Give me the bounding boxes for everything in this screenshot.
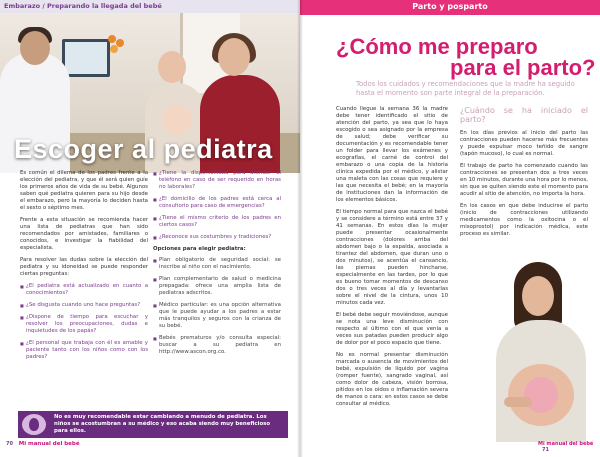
fetus-illustration-icon bbox=[524, 377, 558, 413]
list-item: ■ ¿Se disgusta cuando uno hace preguntas? bbox=[20, 302, 148, 309]
left-section-label: Embarazo / Preparando la llegada del bebé bbox=[4, 2, 162, 10]
flowers-icon bbox=[106, 35, 126, 75]
list-item: ■ ¿Dispone de tiempo para escuchar y resolver los preocupaciones, dudas e inquietudes de los papás? bbox=[20, 314, 148, 335]
list-item: ■ ¿El domicilio de los padres está cerca al consultorio para caso de emergencias? bbox=[153, 196, 281, 210]
list-item: ■ ¿Tiene la disponibilidad para atender al teléfono en caso de ser requerido en horas no laborales? bbox=[153, 170, 281, 191]
right-page bbox=[300, 0, 600, 457]
paragraph: En los casos en que debe inducirse el parto (inicio de contracciones utilizando medicamentos como la oxitocina o el misoprostol) por indicación médica, este proceso es similar. bbox=[460, 203, 588, 237]
paragraph: En los días previos al inicio del parto las contracciones pueden hacerse más frecuentes y puede expulsar moco teñido de sangre (tapón mucoso), lo cual es normal. bbox=[460, 130, 588, 157]
right-section-bar bbox=[300, 0, 600, 15]
magazine-logo: Mi manual del bebé bbox=[538, 441, 594, 447]
list-item: ■ Plan complementario de salud o medicina prepagada: ofrece una amplia lista de pediatras adscritos. bbox=[153, 276, 281, 297]
pregnant-woman-photo bbox=[486, 262, 596, 442]
tip-text: No es muy recomendable estar cambiando a menudo de pediatra. Los niños se acostumbran a su médico y eso acaba siendo muy beneficioso para ellos. bbox=[54, 414, 271, 434]
page-gutter bbox=[297, 0, 303, 457]
list-item: ■ Bebés prematuros y/o consulta especial: buscar a su pediatra en http://www.ascon.org.co. bbox=[153, 335, 281, 356]
paragraph: El trabajo de parto ha comenzado cuando las contracciones se presentan dos a tres veces en 10 minutos, durante una hora por lo menos, sin que se quiten siendo este el momento para acudir al sitio de atención, no importa la hora. bbox=[460, 163, 588, 197]
list-item: ■ Médico particular: es una opción alternativa que le puede ayudar a los padres a estar más tranquilos y seguros con la crianza de su bebé. bbox=[153, 302, 281, 330]
page-headline: Escoger al pediatra bbox=[14, 134, 273, 164]
right-column-2 bbox=[460, 106, 588, 243]
right-column-1 bbox=[336, 106, 448, 413]
left-section-bar bbox=[0, 0, 300, 13]
article-title-line-2: para el parto? bbox=[450, 55, 596, 80]
list-item: ■ ¿El personal que trabaja con él es amable y paciente tanto con los niños como con los padres? bbox=[20, 340, 148, 361]
page-number: 71 bbox=[542, 447, 549, 453]
paragraph: Es común el dilema de los padres frente a la elección del pediatra, y que él será quien guíe los primeros años de vida de su bebé. Algunos saben qué pediatra quieren para su hijo desde el embarazo, pero la mayoría lo deciden hasta el sexto o séptimo mes. bbox=[20, 170, 148, 211]
options-heading: Opciones para elegir pediatra: bbox=[153, 246, 246, 252]
list-item: ■ ¿Reconoce sus costumbres y tradiciones? bbox=[153, 234, 281, 241]
left-column-1 bbox=[20, 170, 148, 366]
paragraph: No es normal presentar disminución marcada o ausencia de movimientos del bebé, expulsión de líquido por vagina (romper fuente), sangrado vaginal, así como dolor de cabeza, visión borrosa, pitidos en los oídos o inflamación severa de manos o cara: en estos casos se debe consultar al médico. bbox=[336, 352, 448, 407]
tip-box bbox=[18, 411, 288, 438]
questions-list-a bbox=[20, 283, 148, 361]
questions-list-b bbox=[153, 170, 281, 241]
page-number: 70 bbox=[6, 441, 13, 447]
left-column-2 bbox=[153, 170, 281, 361]
monitor-icon bbox=[62, 39, 110, 77]
paragraph: El tiempo normal para que nazca el bebé y se considere a término está entre 37 y 41 semanas. En estos días la mujer puede presentar ocasionalmente contracciones (dolores arriba del abdomen bajo o la espalda, asociada a tirantez del abdomen, que duran uno o dos minutos), se acentúa el cansancio, las piernas pueden hincharse, especialmente en las tardes, por lo que es bueno tomar momentos de descanso dos o tres veces al día y levantarlas sobre el nivel de la cintura, unos 10 minutos cada vez. bbox=[336, 209, 448, 306]
paragraph: Frente a esta situación se recomienda hacer una lista de pediatras que han sido recomendados por amistades, familiares o conocidos, e investigar la fiabilidad del especialista. bbox=[20, 217, 148, 251]
right-footer bbox=[538, 441, 600, 453]
section-subheading: ¿Cuándo se ha iniciado el parto? bbox=[460, 106, 588, 124]
options-list bbox=[153, 257, 281, 356]
paragraph: Cuando llegue la semana 36 la madre debe tener identificado el sitio de atención del parto, ya sea que lo haya escogido o sea asignado por la empresa de salud; debe verificar su documentación y es recomendable tener un folder para llevar los exámenes y ecografías, el carné de control del embarazo o una copia de la historia clínica expedida por el médico, y alistar una maleta con las cosas que requiere y las que necesita el bebé; en la mayoría de instituciones dan la información de los elementos básicos. bbox=[336, 106, 448, 203]
magazine-logo: Mi manual del bebé bbox=[18, 441, 80, 447]
paragraph: Para resolver las dudas sobre la elección del pediatra y su idoneidad se puede responder ciertas preguntas: bbox=[20, 257, 148, 277]
right-section-label: Parto y posparto bbox=[412, 2, 488, 11]
paragraph: El bebé debe seguir moviéndose, aunque se nota una leve disminución con respecto al último con el que venía a veces sus patadas pueden producir algo de dolor por el poco espacio que tiene. bbox=[336, 312, 448, 346]
left-footer bbox=[6, 441, 80, 447]
article-title-line-1: ¿Cómo me preparo bbox=[336, 34, 538, 59]
list-item: ■ ¿El pediatra está actualizado en cuanto a conocimientos? bbox=[20, 283, 148, 297]
info-bulb-icon bbox=[22, 414, 46, 435]
article-intro: Todos los cuidados y recomendaciones que la madre ha seguido hasta el momento son parte integral de la preparación. bbox=[356, 80, 575, 97]
list-item: ■ Plan obligatorio de seguridad social: se inscribe al niño con el nacimiento. bbox=[153, 257, 281, 271]
list-item: ■ ¿Tiene el mismo criterio de los padres en ciertos casos? bbox=[153, 215, 281, 229]
